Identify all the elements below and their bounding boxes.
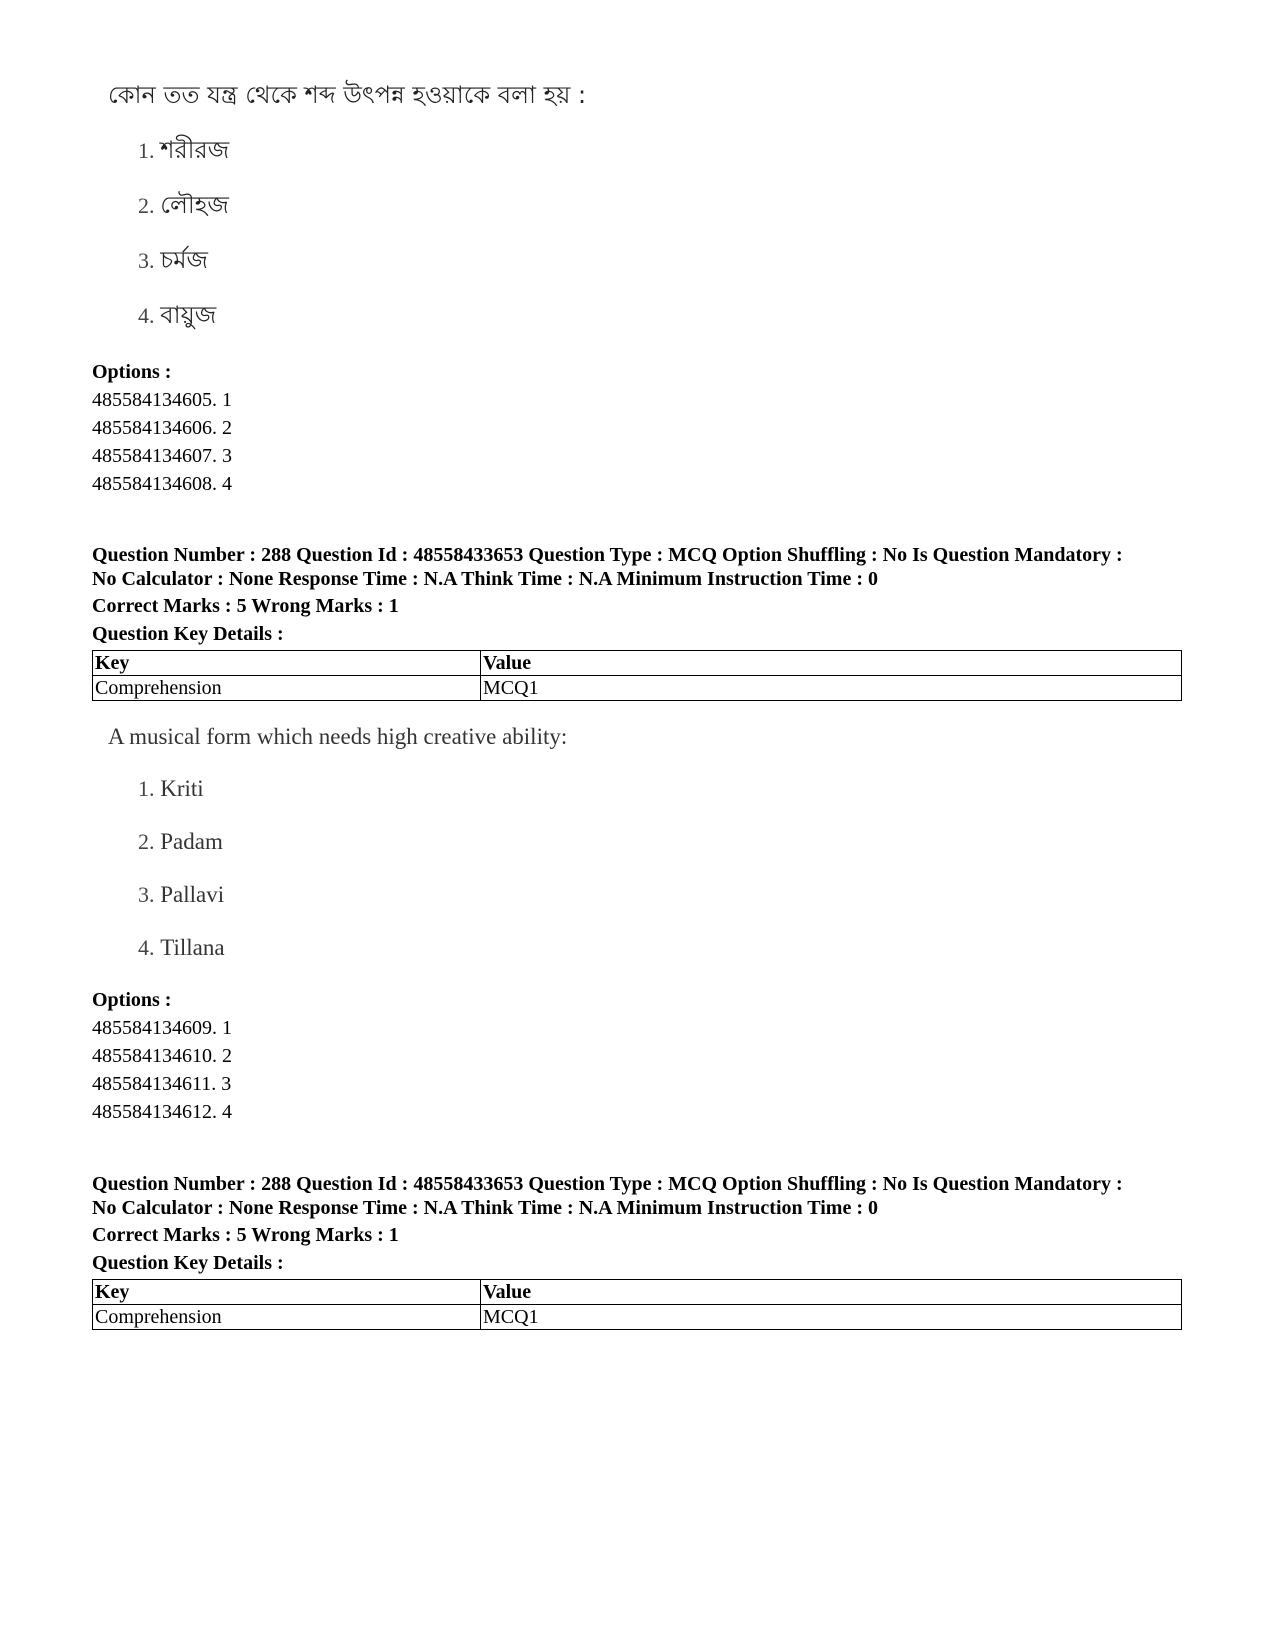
option-item: 485584134610. 2 [92,1045,232,1067]
question-key-table [92,1279,1182,1330]
options-list [92,358,232,498]
table-header: Key [93,651,481,676]
table-row [93,676,1182,701]
alternative-4 [138,933,225,963]
table-cell: MCQ1 [481,676,1182,701]
option-item: 485584134609. 1 [92,1017,232,1039]
table-header: Value [481,651,1182,676]
option-item: 485584134608. 4 [92,473,232,495]
question-image-english [108,722,568,960]
alternative-4 [138,300,216,331]
table-header-row [93,651,1182,676]
option-item: 485584134607. 3 [92,445,232,467]
alternative-3 [138,880,224,910]
alternative-number: 3. [138,248,155,273]
table-cell: Comprehension [93,676,481,701]
alternative-3 [138,245,208,276]
option-item: 485584134605. 1 [92,389,232,411]
question-key-table [92,650,1182,701]
alternative-number: 2. [138,193,155,218]
alternative-1 [138,774,204,804]
table-header: Key [93,1280,481,1305]
alternative-number: 3. [138,882,155,907]
alternative-number: 4. [138,935,155,960]
meta-line: Question Number : 288 Question Id : 48558433653 Question Type : MCQ Option Shuffling : No Is Question Mandatory : [92,1173,1123,1195]
table-header: Value [481,1280,1182,1305]
meta-line: Question Number : 288 Question Id : 48558433653 Question Type : MCQ Option Shuffling : No Is Question Mandatory : [92,544,1123,566]
alternative-2 [138,190,229,221]
key-details-label: Question Key Details : [92,623,284,645]
marks-line: Correct Marks : 5 Wrong Marks : 1 [92,595,399,617]
options-label: Options : [92,989,172,1011]
table-cell: Comprehension [93,1305,481,1330]
key-details-label: Question Key Details : [92,1252,284,1274]
question-image-bengali [108,80,587,329]
alternative-text: Kriti [160,776,204,801]
alternative-text: Pallavi [160,882,225,907]
option-item: 485584134612. 4 [92,1101,232,1123]
meta-line: No Calculator : None Response Time : N.A Think Time : N.A Minimum Instruction Time : 0 [92,568,878,590]
alternative-text: লৌহজ [160,191,229,219]
meta-line: No Calculator : None Response Time : N.A Think Time : N.A Minimum Instruction Time : 0 [92,1197,878,1219]
alternative-text: শরীরজ [160,136,230,164]
alternative-2 [138,827,223,857]
question-stem: কোন তত যন্ত্র থেকে শব্দ উৎপন্ন হওয়াকে বলা হয় : [108,81,587,109]
marks-line: Correct Marks : 5 Wrong Marks : 1 [92,1224,399,1246]
question-stem: A musical form which needs high creative ability: [108,724,568,749]
alternative-text: বায়ুজ [160,301,217,329]
alternative-text: Tillana [160,935,225,960]
options-label: Options : [92,361,172,383]
alternative-number: 2. [138,829,155,854]
options-list [92,986,232,1126]
table-header-row [93,1280,1182,1305]
option-item: 485584134606. 2 [92,417,232,439]
alternative-1 [138,135,229,166]
alternative-number: 1. [138,776,155,801]
question-meta [92,543,1192,646]
option-item: 485584134611. 3 [92,1073,232,1095]
alternative-text: Padam [160,829,223,854]
question-meta [92,1172,1192,1275]
alternative-text: চর্মজ [160,246,209,274]
alternative-number: 1. [138,138,155,163]
alternative-number: 4. [138,303,155,328]
table-row [93,1305,1182,1330]
table-cell: MCQ1 [481,1305,1182,1330]
